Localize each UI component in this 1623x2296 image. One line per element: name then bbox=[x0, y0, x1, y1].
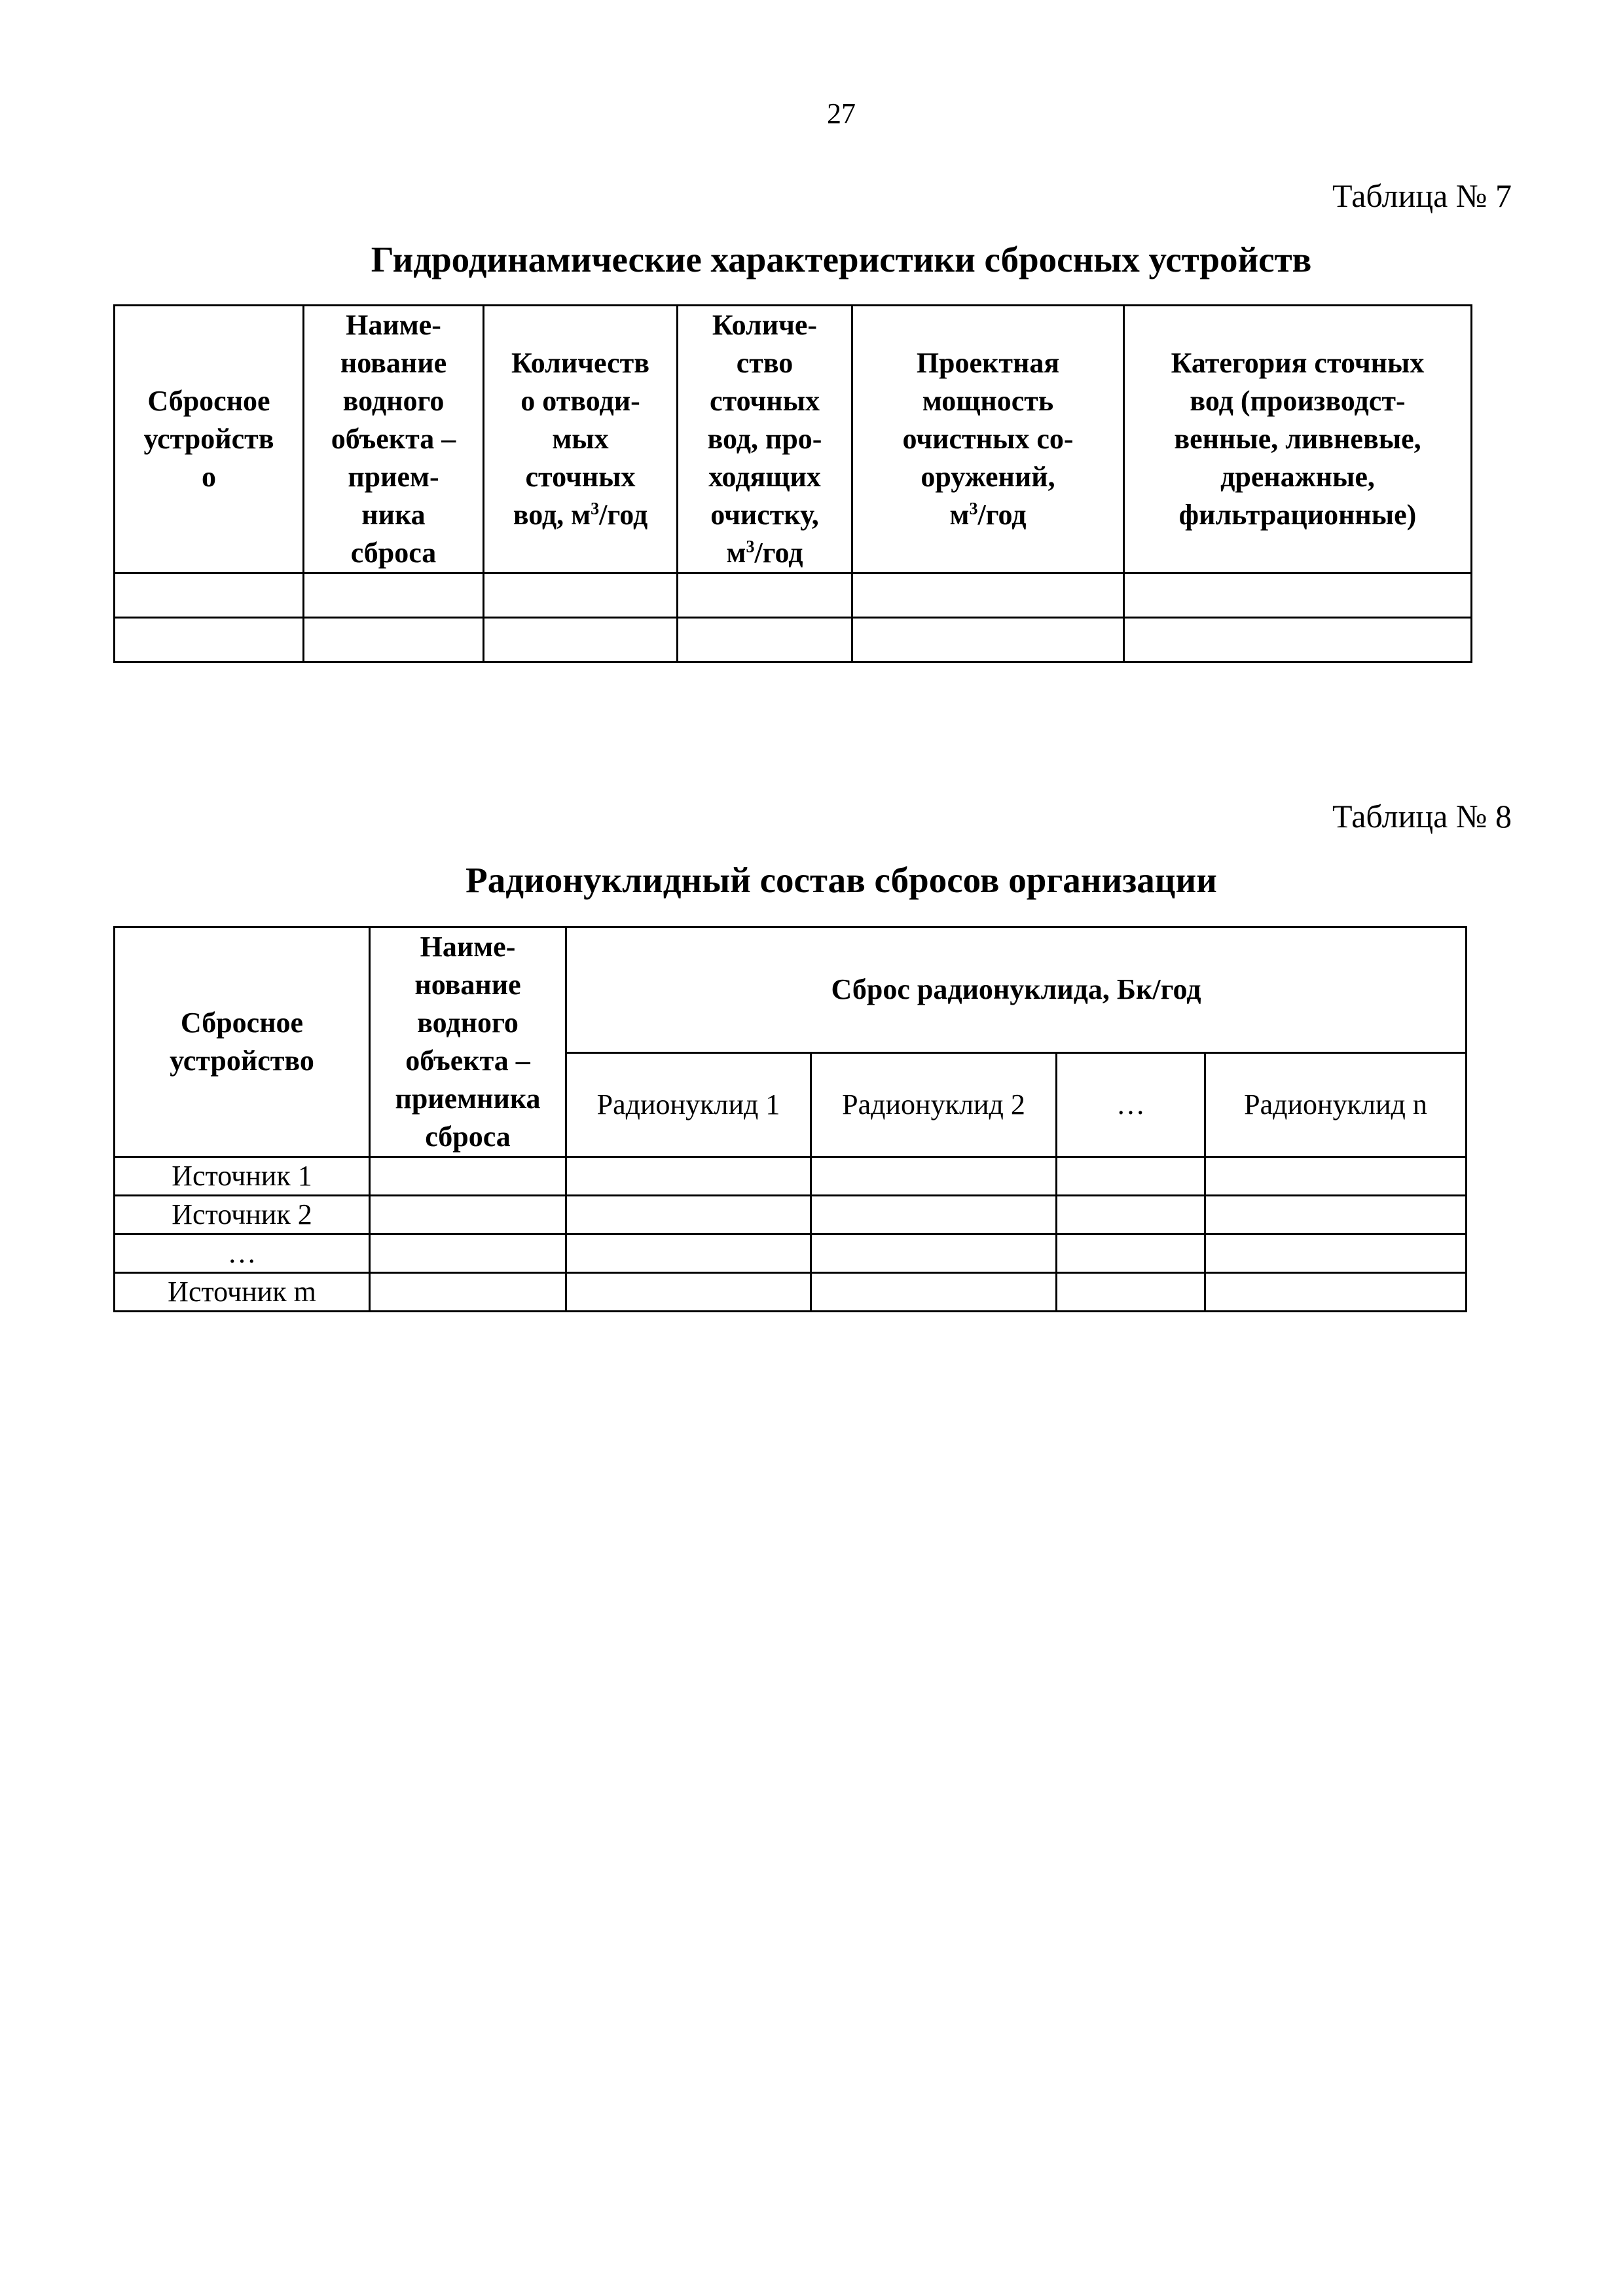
header-wastewater-category: Категория сточных вод (производст- венные, ливневые, дренажные, фильтрационные) bbox=[1124, 306, 1472, 573]
table-cell bbox=[304, 618, 484, 662]
table-cell bbox=[566, 1273, 811, 1312]
table-row bbox=[115, 573, 1472, 618]
table-8-caption: Таблица № 8 bbox=[1332, 798, 1512, 834]
page-number: 27 bbox=[827, 98, 856, 130]
table-row bbox=[115, 1273, 1467, 1312]
table-7-title: Гидродинамические характеристики сбросных устройств bbox=[371, 240, 1312, 279]
table-cell bbox=[1205, 1234, 1467, 1273]
table-cell bbox=[852, 618, 1124, 662]
table-cell bbox=[304, 573, 484, 618]
table-cell bbox=[1124, 573, 1472, 618]
table-cell bbox=[566, 1157, 811, 1196]
header-radionuclide-discharge-group: Сброс радионуклида, Бк/год bbox=[566, 927, 1467, 1053]
table-cell bbox=[811, 1196, 1057, 1234]
table-cell bbox=[484, 618, 678, 662]
table-row bbox=[115, 1196, 1467, 1234]
header-radionuclide-2: Радионуклид 2 bbox=[811, 1052, 1057, 1157]
table-8-title: Радионуклидный состав сбросов организации bbox=[465, 860, 1217, 900]
table-cell bbox=[115, 618, 304, 662]
source-cell: Источник 2 bbox=[115, 1196, 370, 1234]
table-cell bbox=[1057, 1157, 1205, 1196]
table-row bbox=[115, 618, 1472, 662]
header-discharge-device: Сбросное устройство bbox=[115, 927, 370, 1157]
table-cell bbox=[1057, 1234, 1205, 1273]
table-cell bbox=[370, 1273, 566, 1312]
header-discharged-volume: Количеств о отводи- мых сточных вод, $м^3$/год bbox=[484, 306, 678, 573]
header-radionuclide-ellipsis: … bbox=[1057, 1052, 1205, 1157]
header-water-body-name: Наиме- нование водного объекта – прием- ника сброса bbox=[304, 306, 484, 573]
table-cell bbox=[811, 1157, 1057, 1196]
table-cell bbox=[1057, 1196, 1205, 1234]
header-design-capacity: Проектная мощность очистных со- оружений, $м^3$/год bbox=[852, 306, 1124, 573]
table-cell bbox=[566, 1234, 811, 1273]
table-cell bbox=[678, 618, 852, 662]
table-cell bbox=[678, 573, 852, 618]
table-7-caption: Таблица № 7 bbox=[1332, 177, 1512, 214]
table-cell bbox=[484, 573, 678, 618]
header-radionuclide-1: Радионуклид 1 bbox=[566, 1052, 811, 1157]
table-7 bbox=[113, 304, 1472, 663]
table-cell bbox=[1205, 1196, 1467, 1234]
table-cell bbox=[811, 1273, 1057, 1312]
source-cell: Источник m bbox=[115, 1273, 370, 1312]
header-treated-volume: Количе- ство сточных вод, про- ходящих очистку, $м^3$/год bbox=[678, 306, 852, 573]
table-cell bbox=[115, 573, 304, 618]
table-cell bbox=[852, 573, 1124, 618]
table-cell bbox=[370, 1157, 566, 1196]
table-8 bbox=[113, 926, 1467, 1312]
table-cell bbox=[1124, 618, 1472, 662]
table-row bbox=[115, 1234, 1467, 1273]
table-cell bbox=[370, 1234, 566, 1273]
table-cell bbox=[811, 1234, 1057, 1273]
header-radionuclide-n: Радионуклид n bbox=[1205, 1052, 1467, 1157]
source-cell: Источник 1 bbox=[115, 1157, 370, 1196]
table-cell bbox=[566, 1196, 811, 1234]
header-water-body-name: Наиме- нование водного объекта – приемника сброса bbox=[370, 927, 566, 1157]
table-cell bbox=[1205, 1273, 1467, 1312]
table-cell bbox=[1205, 1157, 1467, 1196]
source-cell: … bbox=[115, 1234, 370, 1273]
header-discharge-device: Сбросное устройств о bbox=[115, 306, 304, 573]
table-cell bbox=[1057, 1273, 1205, 1312]
table-cell bbox=[370, 1196, 566, 1234]
table-row bbox=[115, 1157, 1467, 1196]
